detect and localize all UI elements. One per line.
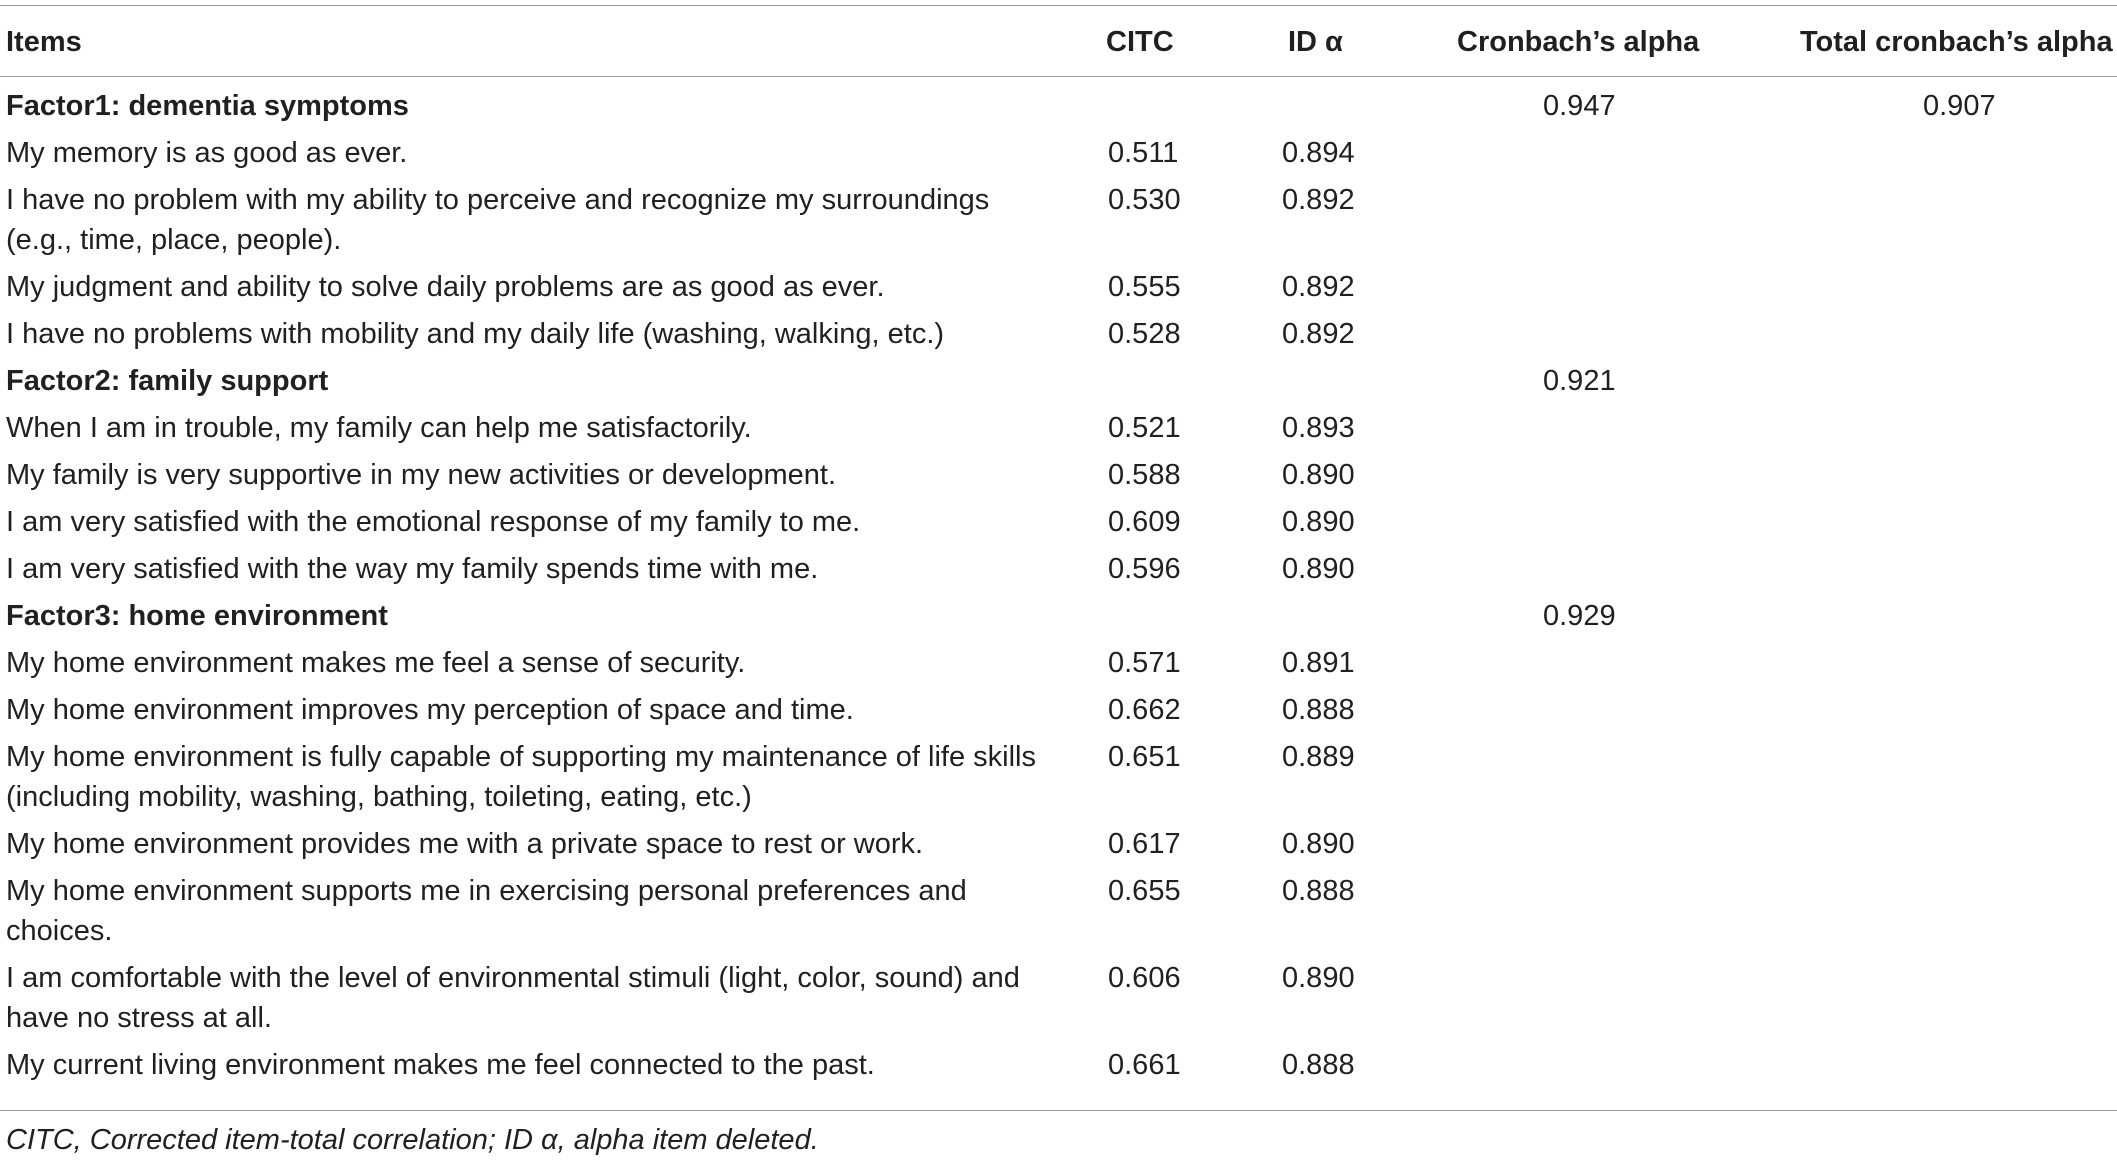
header-total-cronbach-alpha: Total cronbach’s alpha [1800, 26, 2113, 58]
id-alpha-cell: 0.890 [1282, 553, 1355, 585]
id-alpha-cell: 0.892 [1282, 318, 1355, 350]
id-alpha-cell: 0.892 [1282, 271, 1355, 303]
item-cell: I have no problem with my ability to perceive and recognize my surroundings (e.g., time, place, people). [6, 184, 990, 256]
header-items: Items [6, 26, 82, 58]
table-row [0, 455, 2117, 502]
citc-cell: 0.596 [1108, 553, 1181, 585]
citc-cell: 0.521 [1108, 412, 1181, 444]
table-row [0, 690, 2117, 737]
cronbach-alpha-cell: 0.921 [1543, 365, 1616, 397]
item-cell: I am very satisfied with the way my family spends time with me. [6, 553, 819, 585]
id-alpha-cell: 0.894 [1282, 137, 1355, 169]
table-bottom-rule [0, 1110, 2117, 1111]
header-cronbach-alpha: Cronbach’s alpha [1457, 26, 1700, 58]
table-row [0, 549, 2117, 596]
id-alpha-cell: 0.888 [1282, 1049, 1355, 1081]
factor-row [0, 596, 2117, 643]
id-alpha-cell: 0.892 [1282, 184, 1355, 216]
citc-cell: 0.617 [1108, 828, 1181, 860]
table-row [0, 737, 2117, 824]
citc-cell: 0.661 [1108, 1049, 1181, 1081]
table-top-rule [0, 5, 2117, 6]
item-cell: My memory is as good as ever. [6, 137, 408, 169]
header-id-alpha: ID α [1288, 26, 1343, 58]
item-cell: Factor1: dementia symptoms [6, 90, 409, 122]
header-citc: CITC [1106, 26, 1174, 58]
cronbach-alpha-cell: 0.929 [1543, 600, 1616, 632]
item-cell: I am comfortable with the level of environmental stimuli (light, color, sound) and have no stress at all. [6, 962, 1020, 1034]
item-cell: My home environment provides me with a private space to rest or work. [6, 828, 924, 860]
item-cell: My family is very supportive in my new activities or development. [6, 459, 837, 491]
id-alpha-cell: 0.890 [1282, 962, 1355, 994]
id-alpha-cell: 0.890 [1282, 459, 1355, 491]
citc-cell: 0.528 [1108, 318, 1181, 350]
id-alpha-cell: 0.890 [1282, 828, 1355, 860]
item-cell: I have no problems with mobility and my daily life (washing, walking, etc.) [6, 318, 945, 350]
item-cell: My home environment makes me feel a sense of security. [6, 647, 746, 679]
id-alpha-cell: 0.888 [1282, 694, 1355, 726]
table-header-rule [0, 76, 2117, 77]
citc-cell: 0.530 [1108, 184, 1181, 216]
id-alpha-cell: 0.891 [1282, 647, 1355, 679]
item-cell: My home environment is fully capable of supporting my maintenance of life skills (including mobility, washing, bathing, toileting, eating, etc.) [6, 741, 1036, 813]
table-body [0, 86, 2117, 1092]
item-cell: Factor3: home environment [6, 600, 388, 632]
citc-cell: 0.655 [1108, 875, 1181, 907]
id-alpha-cell: 0.893 [1282, 412, 1355, 444]
id-alpha-cell: 0.888 [1282, 875, 1355, 907]
citc-cell: 0.609 [1108, 506, 1181, 538]
citc-cell: 0.588 [1108, 459, 1181, 491]
citc-cell: 0.511 [1108, 137, 1179, 169]
table-footnote: CITC, Corrected item-total correlation; ID α, alpha item deleted. [6, 1124, 819, 1156]
item-cell: My home environment improves my perception of space and time. [6, 694, 854, 726]
citc-cell: 0.651 [1108, 741, 1181, 773]
table-row [0, 643, 2117, 690]
table-row [0, 180, 2117, 267]
id-alpha-cell: 0.889 [1282, 741, 1355, 773]
id-alpha-cell: 0.890 [1282, 506, 1355, 538]
item-cell: I am very satisfied with the emotional response of my family to me. [6, 506, 861, 538]
item-cell: My home environment supports me in exercising personal preferences and choices. [6, 875, 967, 947]
total-cronbach-alpha-cell: 0.907 [1923, 90, 1996, 122]
citc-cell: 0.606 [1108, 962, 1181, 994]
cronbach-alpha-cell: 0.947 [1543, 90, 1616, 122]
factor-row [0, 361, 2117, 408]
table-row [0, 408, 2117, 455]
table-row [0, 1045, 2117, 1092]
table-row [0, 267, 2117, 314]
item-cell: Factor2: family support [6, 365, 329, 397]
table-row [0, 133, 2117, 180]
factor-row [0, 86, 2117, 133]
table-row [0, 871, 2117, 958]
citc-cell: 0.555 [1108, 271, 1181, 303]
item-cell: When I am in trouble, my family can help me satisfactorily. [6, 412, 752, 444]
item-cell: My current living environment makes me feel connected to the past. [6, 1049, 875, 1081]
citc-cell: 0.571 [1108, 647, 1181, 679]
table-row [0, 824, 2117, 871]
table-row [0, 314, 2117, 361]
citc-cell: 0.662 [1108, 694, 1181, 726]
table-row [0, 502, 2117, 549]
item-cell: My judgment and ability to solve daily problems are as good as ever. [6, 271, 885, 303]
table-row [0, 958, 2117, 1045]
